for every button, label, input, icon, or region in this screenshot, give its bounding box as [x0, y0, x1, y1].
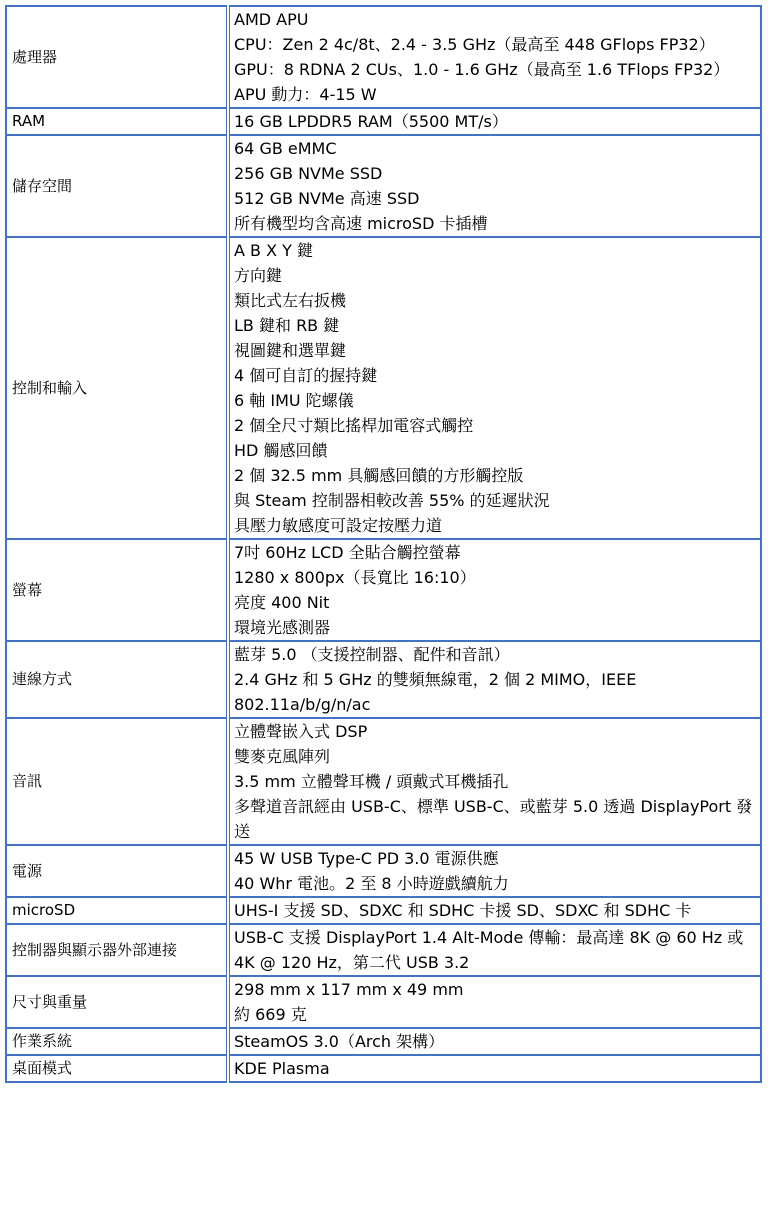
spec-row	[6, 845, 761, 897]
spec-value-line: AMD APU	[234, 10, 309, 29]
spec-value-line: USB-C 支援 DisplayPort 1.4 Alt-Mode 傳輸：最高達 8K @ 60 Hz 或 4K @ 120 Hz，第二代 USB 3.2	[234, 928, 744, 972]
spec-value-line: 16 GB LPDDR5 RAM（5500 MT/s）	[234, 112, 508, 131]
spec-value-line: 方向鍵	[234, 266, 283, 285]
spec-row	[6, 718, 761, 845]
spec-label: 電源	[6, 845, 228, 897]
spec-value-line: HD 觸感回饋	[234, 441, 328, 460]
spec-row	[6, 539, 761, 641]
spec-value-line: GPU：8 RDNA 2 CUs、1.0 - 1.6 GHz（最高至 1.6 TFlops FP32）	[234, 60, 730, 79]
spec-row	[6, 924, 761, 976]
spec-value-line: 約 669 克	[234, 1005, 307, 1024]
spec-row	[6, 1055, 761, 1082]
spec-row	[6, 897, 761, 924]
spec-label: microSD	[6, 897, 228, 924]
spec-value-line: UHS-I 支援 SD、SDXC 和 SDHC 卡援 SD、SDXC 和 SDHC 卡	[234, 901, 692, 920]
spec-row	[6, 135, 761, 237]
spec-value-line: LB 鍵和 RB 鍵	[234, 316, 340, 335]
spec-value-line: 亮度 400 Nit	[234, 593, 330, 612]
spec-label: 尺寸與重量	[6, 976, 228, 1028]
spec-value-line: 具壓力敏感度可設定按壓力道	[234, 516, 443, 535]
spec-value-line: 立體聲嵌入式 DSP	[234, 722, 368, 741]
spec-value-line: KDE Plasma	[234, 1059, 330, 1078]
spec-table	[5, 5, 762, 1083]
spec-row	[6, 641, 761, 718]
spec-value-line: 7吋 60Hz LCD 全貼合觸控螢幕	[234, 543, 461, 562]
spec-value-line: 雙麥克風陣列	[234, 747, 331, 766]
spec-table-body	[6, 6, 761, 1082]
spec-value	[228, 1028, 761, 1055]
spec-value-line: 298 mm x 117 mm x 49 mm	[234, 980, 464, 999]
spec-label: 控制器與顯示器外部連接	[6, 924, 228, 976]
spec-value-line: 所有機型均含高速 microSD 卡插槽	[234, 214, 488, 233]
spec-label: 作業系統	[6, 1028, 228, 1055]
spec-value	[228, 237, 761, 539]
spec-row	[6, 6, 761, 108]
spec-value	[228, 641, 761, 718]
spec-value	[228, 539, 761, 641]
spec-label: 桌面模式	[6, 1055, 228, 1082]
spec-row	[6, 976, 761, 1028]
spec-label: 連線方式	[6, 641, 228, 718]
spec-label: 螢幕	[6, 539, 228, 641]
spec-value	[228, 135, 761, 237]
spec-value-line: 多聲道音訊經由 USB-C、標準 USB-C、或藍芽 5.0 透過 DisplayPort 發送	[234, 797, 753, 841]
spec-value-line: 45 W USB Type-C PD 3.0 電源供應	[234, 849, 499, 868]
spec-row	[6, 237, 761, 539]
spec-value-line: 環境光感測器	[234, 618, 331, 637]
spec-label: RAM	[6, 108, 228, 135]
spec-value-line: 1280 x 800px（長寬比 16:10）	[234, 568, 476, 587]
spec-label: 儲存空間	[6, 135, 228, 237]
spec-row	[6, 108, 761, 135]
spec-value-line: 4 個可自訂的握持鍵	[234, 366, 378, 385]
spec-value-line: 2.4 GHz 和 5 GHz 的雙頻無線電，2 個 2 MIMO，IEEE 802.11a/b/g/n/ac	[234, 670, 637, 714]
spec-value	[228, 976, 761, 1028]
spec-value	[228, 897, 761, 924]
spec-label: 音訊	[6, 718, 228, 845]
spec-label: 處理器	[6, 6, 228, 108]
spec-value-line: SteamOS 3.0（Arch 架構）	[234, 1032, 445, 1051]
spec-value-line: 視圖鍵和選單鍵	[234, 341, 347, 360]
spec-label: 控制和輸入	[6, 237, 228, 539]
spec-value-line: 6 軸 IMU 陀螺儀	[234, 391, 354, 410]
spec-value	[228, 718, 761, 845]
spec-value-line: 藍芽 5.0 （支援控制器、配件和音訊）	[234, 645, 510, 664]
spec-value-line: 2 個全尺寸類比搖桿加電容式觸控	[234, 416, 474, 435]
spec-value	[228, 108, 761, 135]
spec-value-line: 3.5 mm 立體聲耳機 / 頭戴式耳機插孔	[234, 772, 509, 791]
spec-row	[6, 1028, 761, 1055]
spec-value-line: 與 Steam 控制器相較改善 55% 的延遲狀況	[234, 491, 550, 510]
spec-value	[228, 924, 761, 976]
spec-value-line: 256 GB NVMe SSD	[234, 164, 383, 183]
spec-value	[228, 6, 761, 108]
spec-value-line: APU 動力：4-15 W	[234, 85, 377, 104]
spec-value-line: A B X Y 鍵	[234, 241, 314, 260]
spec-value-line: 類比式左右扳機	[234, 291, 347, 310]
spec-value-line: 40 Whr 電池。2 至 8 小時遊戲續航力	[234, 874, 509, 893]
spec-value-line: 64 GB eMMC	[234, 139, 337, 158]
spec-value	[228, 845, 761, 897]
spec-value-line: CPU：Zen 2 4c/8t、2.4 - 3.5 GHz（最高至 448 GFlops FP32）	[234, 35, 715, 54]
spec-value-line: 512 GB NVMe 高速 SSD	[234, 189, 420, 208]
spec-value	[228, 1055, 761, 1082]
spec-value-line: 2 個 32.5 mm 具觸感回饋的方形觸控版	[234, 466, 524, 485]
